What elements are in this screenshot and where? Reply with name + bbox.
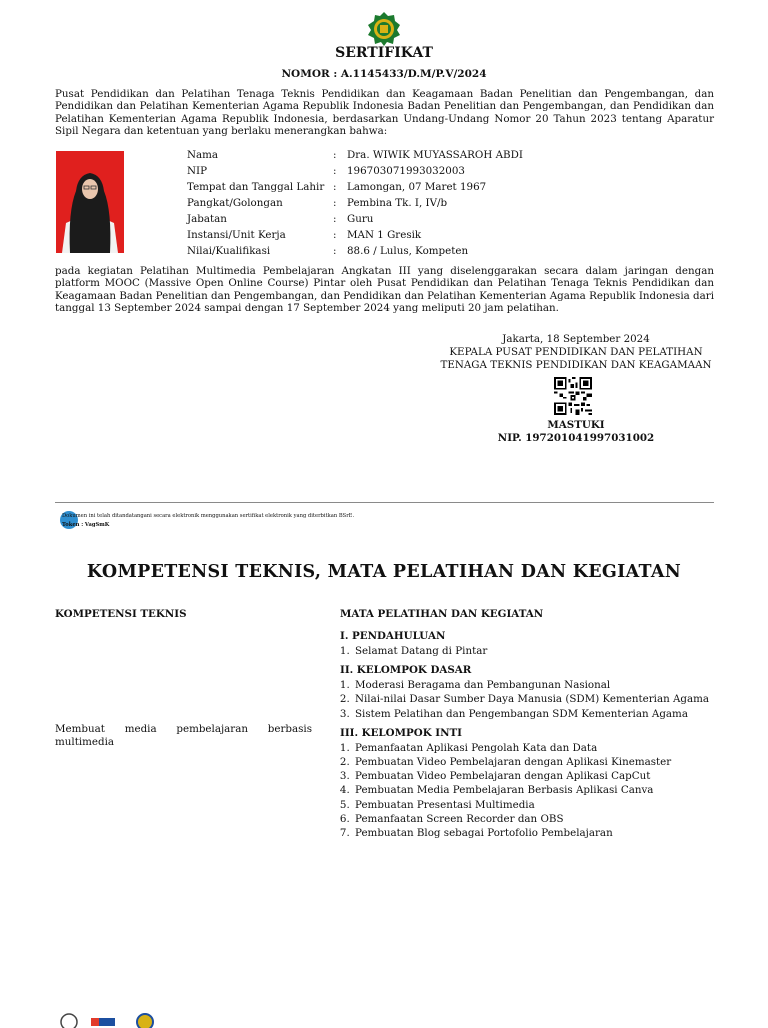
field-label: Tempat dan Tanggal Lahir (187, 181, 325, 193)
list-item: 4. Pembuatan Media Pembelajaran Berbasis Aplikasi Canva (353, 783, 714, 797)
signature-position-line2: TENAGA TEKNIS PENDIDIKAN DAN KEAGAMAAN (440, 359, 712, 371)
field-value: Pembina Tk. I, IV/b (347, 197, 448, 209)
field-row (187, 211, 523, 227)
field-colon: : (333, 197, 337, 209)
signature-place-date: Jakarta, 18 September 2024 (502, 333, 650, 345)
list-item: 3. Sistem Pelatihan dan Pengembangan SDM Kementerian Agama (353, 707, 714, 721)
field-label: NIP (187, 165, 208, 177)
field-row (187, 195, 523, 211)
field-row (187, 179, 523, 195)
field-value: Lamongan, 07 Maret 1967 (347, 181, 487, 193)
field-colon: : (333, 245, 337, 257)
list-item: 5. Pembuatan Presentasi Multimedia (353, 798, 714, 812)
list-item: 1. Pemanfaatan Aplikasi Pengolah Kata dan Data (353, 741, 714, 755)
list-item: 6. Pemanfaatan Screen Recorder dan OBS (353, 812, 714, 826)
section-items (340, 644, 714, 658)
section-title: II. KELOMPOK DASAR (340, 664, 472, 677)
field-label: Nama (187, 149, 219, 161)
signer-nip: NIP. 197201041997031002 (497, 432, 655, 444)
participant-photo (56, 151, 124, 253)
page2-title: KOMPETENSI TEKNIS, MATA PELATIHAN DAN KEGIATAN (86, 562, 682, 582)
field-value: 88.6 / Lulus, Kompeten (347, 245, 469, 257)
certificate-number: NOMOR : A.1145433/D.M/P.V/2024 (281, 68, 487, 80)
field-label: Instansi/Unit Kerja (187, 229, 286, 241)
list-item: 2. Nilai-nilai Dasar Sumber Daya Manusia (SDM) Kementerian Agama (353, 692, 714, 706)
field-colon: : (333, 229, 337, 241)
certificate-title: SERTIFIKAT (335, 45, 433, 61)
kompetensi-text-line1: Membuat media pembelajaran berbasis (55, 723, 312, 735)
section-title: III. KELOMPOK INTI (340, 726, 462, 739)
field-value: 196703071993032003 (347, 165, 465, 177)
field-row (187, 243, 523, 259)
list-item: 7. Pembuatan Blog sebagai Portofolio Pembelajaran (353, 826, 714, 840)
list-item: 3. Pembuatan Video Pembelajaran dengan Aplikasi CapCut (353, 769, 714, 783)
qr-code-icon (554, 377, 592, 415)
list-item: 2. Pembuatan Video Pembelajaran dengan Aplikasi Kinemaster (353, 755, 714, 769)
partner-logos-icon (55, 1012, 165, 1028)
kompetensi-header: KOMPETENSI TEKNIS (55, 608, 187, 620)
field-colon: : (333, 213, 337, 225)
divider (55, 502, 714, 503)
field-value: Guru (347, 213, 374, 225)
signature-position-line1: KEPALA PUSAT PENDIDIKAN DAN PELATIHAN (449, 346, 703, 358)
body-paragraph: pada kegiatan Pelatihan Multimedia Pembelajaran Angkatan III yang diselenggarakan secara dalam jaringan dengan platform MOOC (Massive Open Online Course) Pintar oleh Pusat Pendidikan dan Pelatihan Tenaga Teknis Pendidikan dan Keagamaan Badan Penelitian dan Pengembangan, dan Pendidikan dan Pelatihan Kementerian Agama Republik Indonesia dari tanggal 13 September 2024 sampai dengan 17 September 2024 yang meliputi 20 jam pelatihan. (55, 265, 714, 314)
field-colon: : (333, 165, 337, 177)
kompetensi-text-line2: multimedia (55, 736, 115, 748)
field-colon: : (333, 181, 337, 193)
field-label: Jabatan (187, 213, 227, 225)
section-title: I. PENDAHULUAN (340, 630, 446, 642)
field-colon: : (333, 149, 337, 161)
field-label: Nilai/Kualifikasi (187, 245, 271, 257)
mata-pelatihan-list (340, 624, 714, 840)
kemenag-logo (366, 11, 402, 47)
field-row (187, 163, 523, 179)
footer-token: Token : VagSmK (62, 522, 110, 528)
field-label: Pangkat/Golongan (187, 197, 283, 209)
footer-note-block (62, 512, 354, 530)
signer-name: MASTUKI (547, 419, 605, 431)
list-item: 1. Selamat Datang di Pintar (353, 644, 714, 658)
field-row (187, 227, 523, 243)
section-items (340, 678, 714, 721)
section-items (340, 741, 714, 840)
intro-paragraph: Pusat Pendidikan dan Pelatihan Tenaga Teknis Pendidikan dan Keagamaan Badan Penelitian dan Pengembangan, dan Pendidikan dan Pelatihan Kementerian Agama Republik Indonesia Badan Penelitian dan Pengembangan, dan Pendidikan dan Pelatihan Kementerian Agama Republik Indonesia, berdasarkan Undang-Undang Nomor 20 Tahun 2023 tentang Aparatur Sipil Negara dan ketentuan yang berlaku menerangkan bahwa: (55, 88, 714, 137)
participant-fields (187, 147, 523, 259)
mata-pelatihan-header: MATA PELATIHAN DAN KEGIATAN (340, 608, 544, 620)
list-item: 1. Moderasi Beragama dan Pembangunan Nasional (353, 678, 714, 692)
field-value: MAN 1 Gresik (347, 229, 422, 241)
footer-note: Dokumen ini telah ditandatangani secara elektronik menggunakan sertifikat elektronik yang diterbitkan BSrE. (62, 513, 355, 519)
field-row (187, 147, 523, 163)
field-value: Dra. WIWIK MUYASSAROH ABDI (347, 149, 523, 161)
